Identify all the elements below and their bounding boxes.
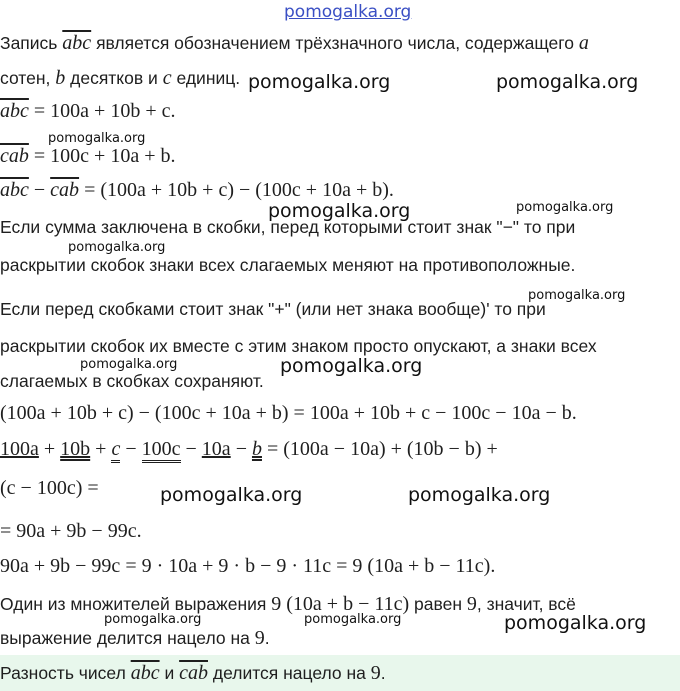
watermark: pomogalka.org: [48, 131, 146, 146]
final-text-1: Разность чисел: [0, 663, 126, 683]
plus-sign-2: +: [95, 438, 107, 460]
conclusion-period: .: [264, 628, 270, 648]
nine-value: 9: [466, 593, 477, 615]
conclusion-line-2: [0, 627, 270, 650]
equation-grouping-rhs: = (100a − 10a) + (10b − b) +: [266, 438, 498, 460]
conclusion-text-4: выражение делится нацело на: [0, 628, 250, 648]
site-header-link[interactable]: pomogalka.org: [284, 2, 412, 22]
plus-sign-1: +: [43, 438, 56, 460]
equation-factored: 90a + 9b − 99c = 9 · 10a + 9 · b − 9 · 11c = 9 (10a + b − 11c).: [0, 555, 496, 577]
watermark: pomogalka.org: [304, 612, 402, 627]
intro-text-1: Запись: [0, 33, 58, 53]
var-c: c: [162, 67, 172, 89]
conclusion-text-3: , значит, всё: [476, 594, 576, 614]
intro-text-4: десятков и: [70, 68, 158, 88]
term-100c: 100c: [142, 438, 181, 463]
intro-text-3: сотен,: [0, 68, 51, 88]
equation-expanded: (100a + 10b + c) − (100c + 10a + b) = 100a + 10b + c − 100c − 10a − b.: [0, 402, 577, 424]
minus-sign-1: −: [125, 438, 137, 460]
equation-difference: [0, 179, 394, 202]
rule-line-3: Если перед скобками стоит знак "+" (или нет знака вообще)' то при: [0, 299, 546, 319]
nine-divisor: 9: [254, 627, 265, 649]
watermark: pomogalka.org: [516, 200, 614, 215]
final-nine: 9: [370, 662, 381, 684]
conclusion-text-1: Один из множителей выражения: [0, 594, 267, 614]
intro-line-1: [0, 32, 589, 55]
rule-line-4: раскрытии скобок их вместе с этим знаком просто опускают, а знаки всех: [0, 336, 597, 356]
rule-line-1: Если сумма заключена в скобки, перед которыми стоит знак "−" то при: [0, 217, 576, 237]
watermark: pomogalka.org: [496, 71, 639, 93]
term-10b: 10b: [60, 438, 91, 460]
minus-sign: −: [33, 179, 46, 201]
equation-simplified: = 90a + 9b − 99c.: [0, 520, 142, 542]
cab-label: $\overline{cab}$: [0, 145, 29, 167]
minus-sign-2: −: [185, 438, 197, 460]
equation-abc: [0, 100, 175, 123]
watermark: pomogalka.org: [68, 240, 166, 255]
final-text-3: делится нацело на: [212, 663, 366, 683]
final-cab: $\overline{cab}$: [179, 662, 208, 684]
var-b: b: [55, 67, 66, 89]
rule-line-5: слагаемых в скобках сохраняют.: [0, 371, 264, 391]
equation-grouping-cont: (c − 100c) =: [0, 477, 99, 499]
final-period: .: [380, 663, 386, 683]
final-abc: $\overline{abc}$: [130, 662, 160, 684]
watermark: pomogalka.org: [248, 71, 391, 93]
equation-abc-rhs: = 100a + 10b + c.: [33, 100, 176, 122]
equation-cab: [0, 145, 175, 168]
abc-notation: $\overline{abc}$: [62, 32, 92, 54]
watermark: pomogalka.org: [280, 355, 423, 377]
intro-line-2: [0, 67, 240, 90]
watermark: pomogalka.org: [160, 484, 303, 506]
term-10a: 10a: [201, 438, 231, 460]
term-c: c: [111, 438, 120, 463]
watermark: pomogalka.org: [104, 612, 202, 627]
rule-line-2: раскрытии скобок знаки всех слагаемых меняют на противоположные.: [0, 255, 576, 275]
watermark: pomogalka.org: [80, 357, 178, 372]
cab-term: $\overline{cab}$: [50, 179, 80, 201]
abc-term: $\overline{abc}$: [0, 179, 29, 201]
conclusion-line-1: [0, 593, 576, 616]
term-b: b: [251, 438, 262, 460]
intro-text-5: единиц.: [176, 68, 241, 88]
minus-sign-3: −: [235, 438, 247, 460]
factor-expression: 9 (10a + b − 11c): [271, 593, 410, 615]
equation-cab-rhs: = 100c + 10a + b.: [33, 145, 176, 167]
equation-difference-rhs: = (100a + 10b + c) − (100c + 10a + b).: [84, 179, 394, 201]
watermark: pomogalka.org: [268, 200, 411, 222]
final-answer-line: [0, 662, 386, 685]
watermark: pomogalka.org: [528, 288, 626, 303]
var-a: a: [578, 32, 589, 54]
equation-grouping: [0, 438, 498, 461]
term-100a: 100a: [0, 438, 39, 460]
conclusion-text-2: равен: [414, 594, 462, 614]
abc-label: $\overline{abc}$: [0, 100, 29, 122]
intro-text-2: является обозначением трёхзначного числа, содержащего: [96, 33, 574, 53]
final-text-2: и: [164, 663, 175, 683]
watermark: pomogalka.org: [408, 484, 551, 506]
watermark: pomogalka.org: [504, 612, 647, 634]
